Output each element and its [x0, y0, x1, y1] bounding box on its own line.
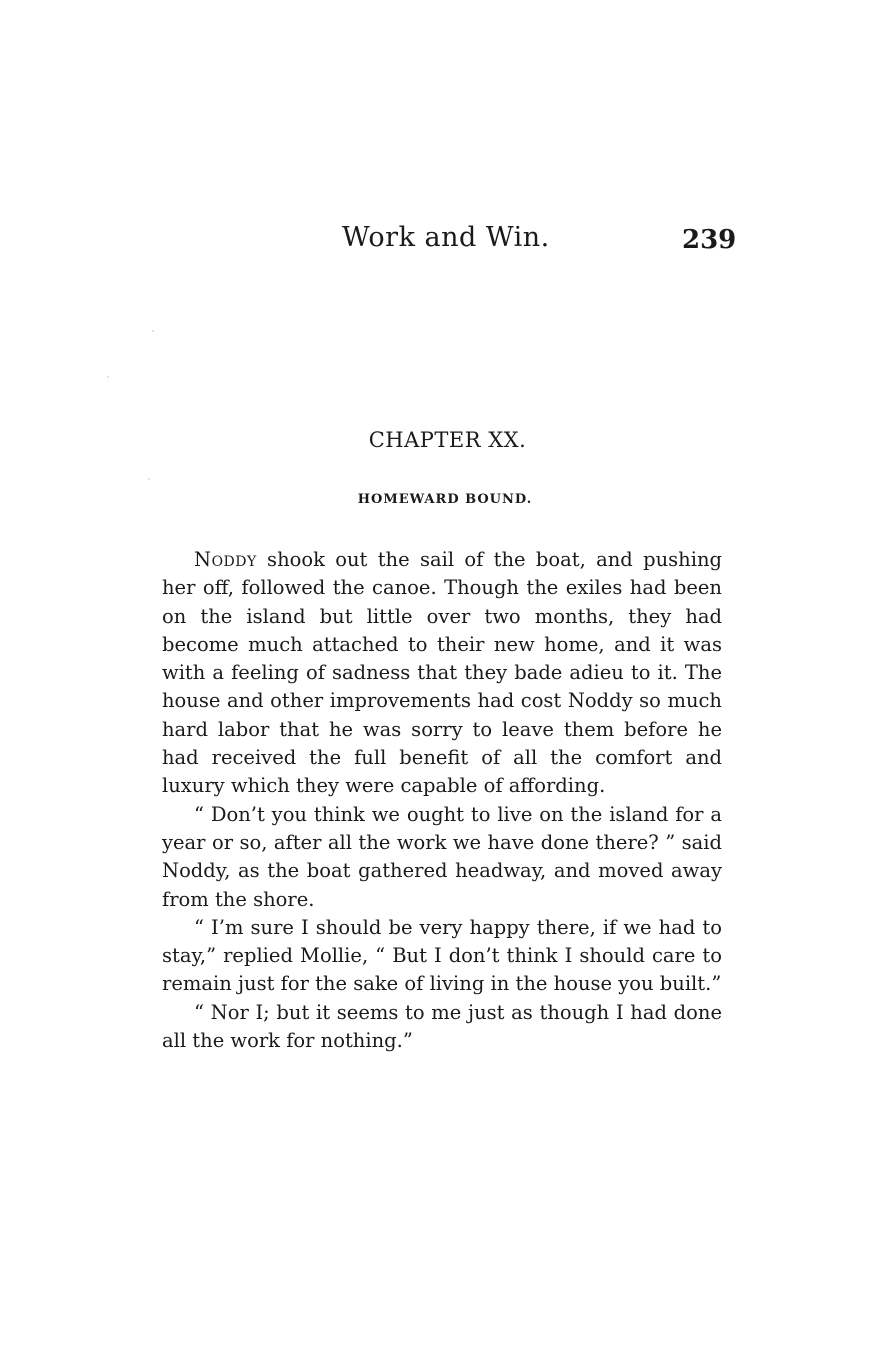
chapter-body [162, 546, 722, 1055]
chapter-title: CHAPTER XX. [368, 428, 527, 452]
paragraph-4: “ Nor I; but it seems to me just as though I had done all the work for nothing.” [162, 1000, 722, 1053]
chapter-subtitle: HOMEWARD BOUND. [357, 492, 533, 507]
paper-speck [107, 376, 109, 378]
paragraph-1 [162, 546, 722, 801]
page-number: 239 [682, 225, 737, 255]
paragraph-2: “ Don’t you think we ought to live on the island for a year or so, after all the work we have done there? ” said Noddy, as the boat gathered headway, and moved away from the shore. [162, 802, 722, 911]
running-head-title: Work and Win. [342, 222, 550, 253]
paragraph-3: “ I’m sure I should be very happy there, if we had to stay,” replied Mollie, “ But I don’t think I should care to remain just for the sake of living in the house you built.” [162, 915, 722, 996]
paragraph-1-text: shook out the sail of the boat, and pushing her off, followed the canoe. Though the exiles had been on the island but little over two months, they had become much attached to their new home, and it was with a feeling of sadness that they bade adieu to it. The house and other improvements had cost Noddy so much hard labor that he was sorry to leave them before he had received the full benefit of all the comfort and luxury which they were capable of affording. [162, 548, 722, 798]
paragraph-lead-word: Noddy [194, 548, 257, 571]
paper-speck [152, 330, 154, 332]
paper-speck [148, 478, 150, 480]
